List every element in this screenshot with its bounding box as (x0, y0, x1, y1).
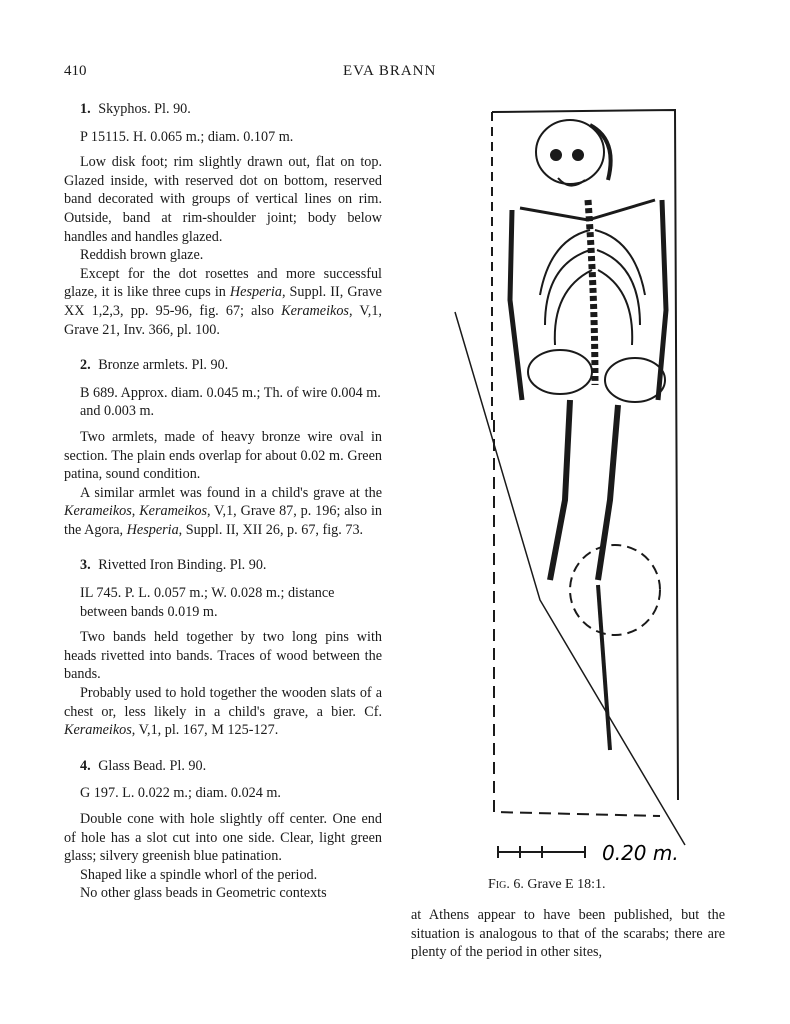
pelvis (528, 350, 592, 394)
scale-label: 0.20 m. (602, 841, 679, 865)
grave-figure (440, 100, 720, 880)
figure-caption-text: Grave E 18:1. (527, 877, 606, 892)
spine (588, 200, 595, 385)
entry-title: Bronze armlets. Pl. 90. (98, 357, 229, 374)
entry-number: 4. (80, 757, 91, 774)
continuation-text: at Athens appear to have been published, but the situation is analogous to that of the scarabs; there are plenty of the period in other sites, (411, 907, 725, 961)
catalog-entry-2 (64, 356, 382, 539)
grave-drawing (440, 100, 720, 880)
catalog-entry-3 (64, 556, 382, 739)
entry-paragraph: No other glass beads in Geometric contexts (80, 885, 327, 902)
entry-paragraph: Except for the dot rosettes and more successful glaze, it is like three cups in Hesperia, Suppl. II, Grave XX 1,2,3, pp. 95-96, fig. 67; also Kerameikos, V,1, Grave 21, Inv. 366, pl. 100. (64, 265, 382, 338)
entry-catalog-line: P 15115. H. 0.065 m.; diam. 0.107 m. (80, 128, 294, 145)
entry-title: Rivetted Iron Binding. Pl. 90. (98, 557, 267, 574)
grave-outline-dashed (494, 420, 660, 816)
entry-paragraph: Reddish brown glaze. (80, 247, 204, 264)
dashed-circle (570, 545, 660, 635)
entry-paragraph: Low disk foot; rim slightly drawn out, flat on top. Glazed inside, with reserved dot on bottom, reserved band decorated with groups of vertical lines on rim. Outside, band at rim-shoulder joint; body below handles and handles glazed. (64, 154, 382, 245)
entry-number: 3. (80, 557, 91, 574)
catalog-entry-4 (64, 757, 382, 903)
entry-paragraph: Two armlets, made of heavy bronze wire oval in section. The plain ends overlap for about 0.02 m. Green patina, sound condition. (64, 428, 382, 483)
entry-catalog-line: G 197. L. 0.022 m.; diam. 0.024 m. (80, 785, 281, 802)
left-leg (550, 400, 570, 580)
catalog-entry-1 (64, 100, 382, 339)
running-head: EVA BRANN (343, 63, 437, 79)
page-number: 410 (64, 63, 87, 79)
grave-outline (492, 110, 678, 800)
figure-label: Fig. 6. (488, 877, 524, 892)
left-arm (510, 210, 522, 400)
scale-bar (498, 846, 585, 858)
entry-paragraph: Probably used to hold together the wooden slats of a chest or, less likely in a child's grave, a bier. Cf. Kerameikos, V,1, pl. 167, M 125-127. (64, 685, 382, 739)
figure-caption (488, 877, 606, 893)
entry-number: 1. (80, 101, 91, 117)
entry-number: 2. (80, 357, 91, 374)
entry-paragraph: Two bands held together by two long pins with heads rivetted into bands. Traces of wood between the bands. (64, 629, 382, 683)
right-leg (598, 405, 618, 580)
entry-paragraph: Shaped like a spindle whorl of the period. (80, 866, 318, 883)
entry-title: Glass Bead. Pl. 90. (98, 757, 207, 774)
catalog-column (64, 100, 382, 920)
entry-paragraph: A similar armlet was found in a child's grave at the Kerameikos, Kerameikos, V,1, Grave 87, p. 196; also in the Agora, Hesperia, Suppl. II, XII 26, p. 67, fig. 73. (64, 484, 382, 538)
entry-paragraph: Double cone with hole slightly off center. One end of hole has a slot cut into one side. Clear, light green glass; silvery greenish blue patination. (64, 811, 382, 865)
entry-catalog-line: B 689. Approx. diam. 0.045 m.; Th. of wire 0.004 m. and 0.003 m. (80, 384, 381, 420)
entry-catalog-line: IL 745. P. L. 0.057 m.; W. 0.028 m.; distance between bands 0.019 m. (80, 585, 335, 620)
entry-title: Skyphos. Pl. 90. (98, 101, 191, 117)
